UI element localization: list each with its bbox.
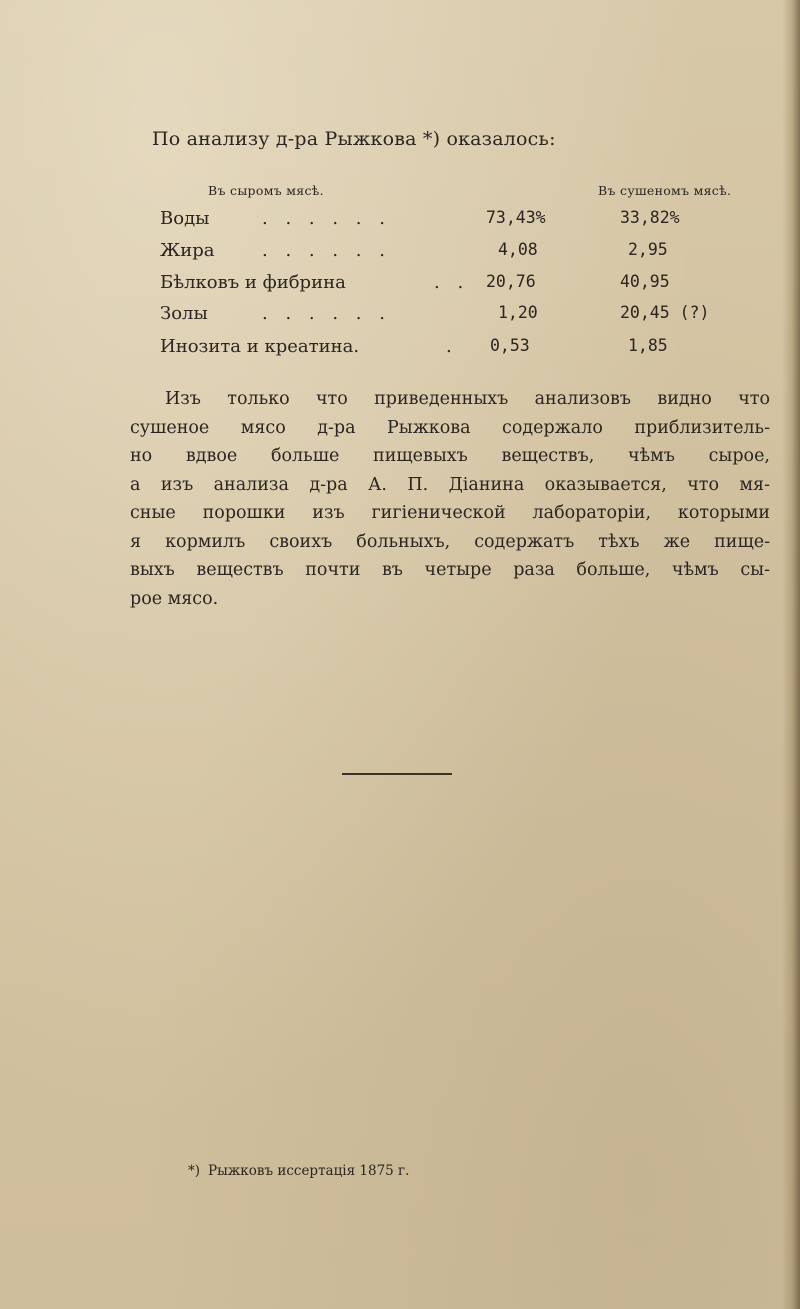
column-header-dried-meat: Въ сушеномъ мясѣ.: [598, 183, 732, 198]
row-label: Бѣлковъ и фибрина: [160, 272, 346, 293]
table-row-ash: [0, 303, 800, 329]
page-edge-shadow: [782, 0, 800, 1309]
table-row-water: [0, 208, 800, 234]
row-label: Золы: [160, 303, 208, 324]
leader-dots: . .: [434, 272, 470, 293]
leader-dots: . . . . . .: [262, 240, 391, 261]
leader-dots: . . . . . .: [262, 303, 391, 324]
paragraph-line: Изъ только что приведенныхъ анализовъ видно что: [165, 389, 770, 409]
paragraph-line: рое мясо.: [130, 588, 219, 609]
dried-value: 2,95: [628, 240, 668, 259]
paragraph-line: выхъ веществъ почти въ четыре раза больше, чѣмъ сы-: [130, 560, 770, 580]
leader-dots: .: [446, 336, 458, 357]
dried-value: 33,82%: [620, 208, 680, 227]
row-label: Инозита и креатина.: [160, 336, 360, 357]
table-row-fat: [0, 240, 800, 266]
paragraph-line: а изъ анализа д-ра А. П. Діанина оказывается, что мя-: [130, 474, 770, 495]
footnote: [188, 1163, 409, 1179]
row-label: Воды: [160, 208, 210, 229]
column-header-raw-meat: Въ сыромъ мясѣ.: [208, 183, 324, 198]
table-row-proteins: [0, 272, 800, 298]
body-paragraph: [130, 385, 770, 613]
raw-value: 4,08: [498, 240, 538, 259]
table-row-inositol-creatine: [0, 336, 800, 362]
leader-dots: . . . . . .: [262, 208, 391, 229]
footnote-mark: *): [188, 1163, 201, 1179]
paragraph-line: но вдвое больше пищевыхъ веществъ, чѣмъ сырое,: [130, 446, 770, 466]
paragraph-line: сные порошки изъ гигіенической лабораторіи, которыми: [130, 503, 770, 523]
raw-value: 1,20: [498, 303, 538, 322]
dried-value: 20,45 (?): [620, 303, 710, 322]
row-label: Жира: [160, 240, 215, 261]
dried-value: 1,85: [628, 336, 668, 355]
raw-value: 73,43%: [486, 208, 546, 227]
paragraph-line: я кормилъ своихъ больныхъ, содержатъ тѣхъ же пище-: [130, 531, 770, 552]
dried-value: 40,95: [620, 272, 670, 291]
paragraph-line: сушеное мясо д-ра Рыжкова содержало приблизитель-: [130, 417, 770, 438]
raw-value: 20,76: [486, 272, 536, 291]
section-heading: По анализу д-ра Рыжкова *) оказалось:: [152, 128, 556, 150]
raw-value: 0,53: [490, 336, 530, 355]
divider-rule: [342, 773, 452, 775]
footnote-text: Рыжковъ иссертація 1875 г.: [208, 1163, 410, 1179]
